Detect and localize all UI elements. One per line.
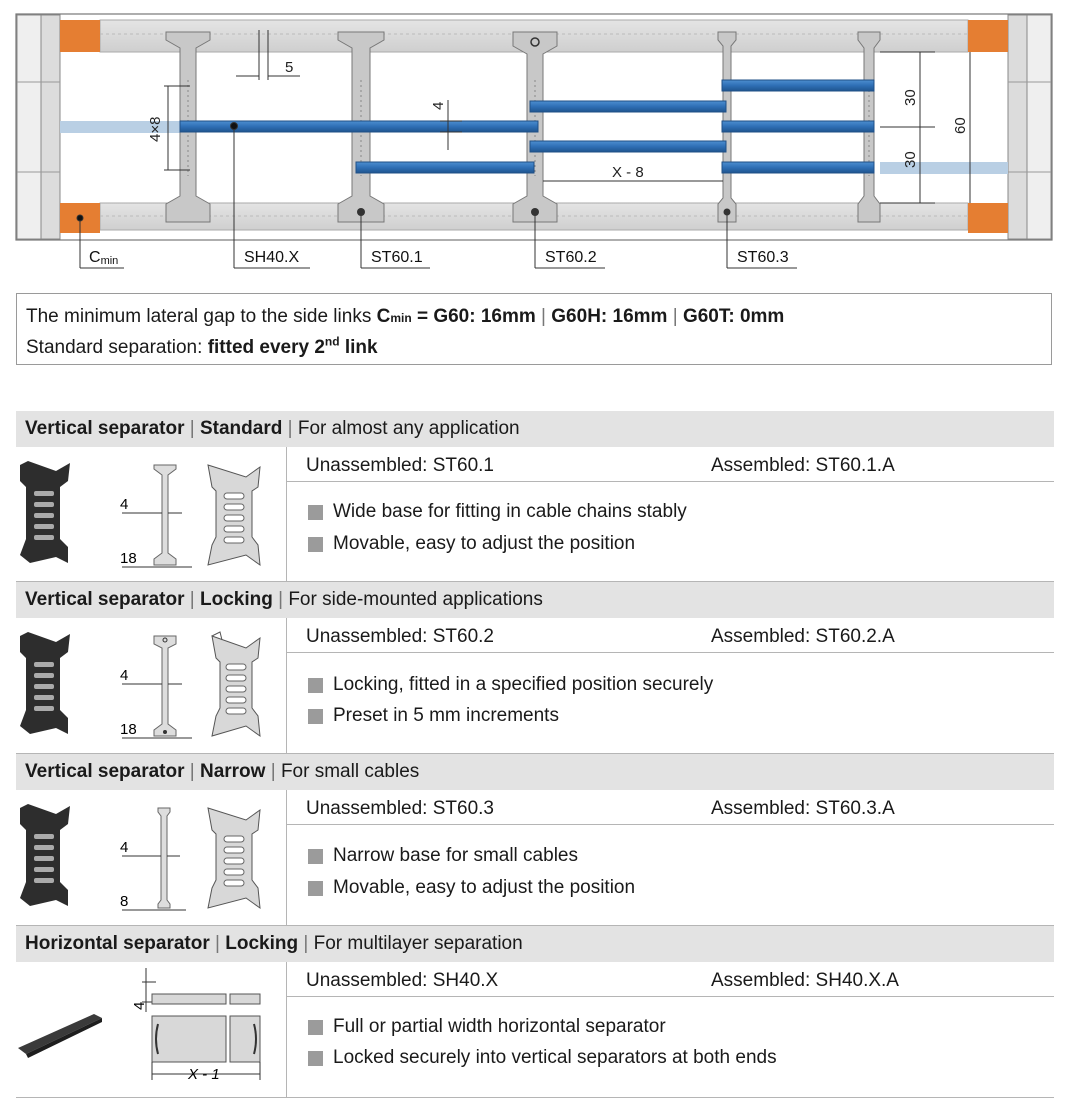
st60-1-illustration [16,447,286,582]
st60-2-assembled: Assembled: ST60.2.A [711,626,895,647]
st60-3-assembled: Assembled: ST60.3.A [711,798,895,819]
dimension-30-top-label: 30 [902,89,919,106]
st60-3-illustration [16,790,286,926]
chain-cross-section-diagram [0,0,1068,280]
st60-2-feature-1: Locking, fitted in a specified position securely [308,674,713,696]
st60-1-dim-4: 4 [120,496,129,513]
sh40-x-dim-x-1: X - 1 [188,1066,220,1083]
st60-3-feature-1: Narrow base for small cables [308,845,578,867]
dimension-4x8-label: 4×8 [147,116,164,142]
info-box [16,293,1052,365]
end-block-top-left [60,20,100,52]
sh40-x-feature-1: Full or partial width horizontal separator [308,1016,666,1038]
side-link-left [17,15,60,239]
st60-2-illustration [16,618,286,754]
section-horizontal-header: Horizontal separator | Locking | For multilayer separation [16,926,1054,962]
st601-label: ST60.1 [371,249,423,266]
section-locking-body [16,618,1054,754]
end-block-top-right [968,20,1008,52]
dimension-4-label: 4 [430,101,447,110]
sh40-x-assembled: Assembled: SH40.X.A [711,970,899,991]
st602-label: ST60.2 [545,249,597,266]
st60-1-feature-1: Wide base for fitting in cable chains stably [308,501,687,523]
dimension-60-label: 60 [952,117,969,134]
sh40-x-feature-2: Locked securely into vertical separators at both ends [308,1047,777,1069]
st60-2-dim-4: 4 [120,667,129,684]
st60-2-feature-2: Preset in 5 mm increments [308,705,559,727]
st60-3-unassembled: Unassembled: ST60.3 [306,798,494,819]
st60-1-feature-2: Movable, easy to adjust the position [308,533,635,555]
cmin-label: Cmin [89,249,119,267]
st60-1-dim-18: 18 [120,550,137,567]
sh40-x-unassembled: Unassembled: SH40.X [306,970,499,991]
sh40-x-illustration [16,962,286,1098]
dimension-5-label: 5 [285,59,294,76]
section-standard-header: Vertical separator | Standard | For almost any application [16,411,1054,447]
dimension-30-bottom-label: 30 [902,151,919,168]
st60-3-dim-4: 4 [120,839,129,856]
sh40x-label: SH40.X [244,249,300,266]
section-locking-header: Vertical separator | Locking | For side-mounted applications [16,582,1054,618]
st603-label: ST60.3 [737,249,789,266]
section-horizontal-body [16,962,1054,1098]
st60-2-unassembled: Unassembled: ST60.2 [306,626,494,647]
st60-1-unassembled: Unassembled: ST60.1 [306,455,494,476]
section-narrow-body [16,790,1054,926]
section-standard-body [16,447,1054,582]
st60-1-assembled: Assembled: ST60.1.A [711,455,895,476]
st60-3-feature-2: Movable, easy to adjust the position [308,877,635,899]
dimension-x-8-label: X - 8 [612,164,644,181]
sh40-x-dim-4: 4 [131,1001,148,1010]
side-link-right [1008,15,1051,239]
info-line-1: The minimum lateral gap to the side links Cmin = G60: 16mm | G60H: 16mm | G60T: 0mm [26,306,785,327]
st60-2-dim-18: 18 [120,721,137,738]
info-line-2: Standard separation: fitted every 2nd link [26,334,378,358]
cable-ghost-left [60,121,190,133]
cable-ghost-right [880,162,1008,174]
end-block-bottom-right [968,203,1008,233]
st60-3-dim-8: 8 [120,893,129,910]
section-narrow-header: Vertical separator | Narrow | For small cables [16,754,1054,790]
